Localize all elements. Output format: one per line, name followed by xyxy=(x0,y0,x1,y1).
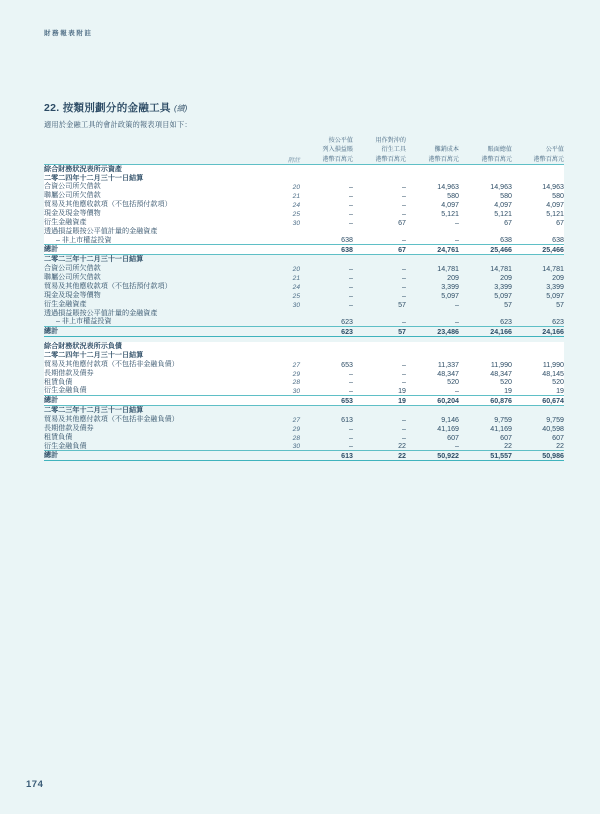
row-note: 25 xyxy=(267,209,300,218)
section-heading-pad xyxy=(353,164,406,173)
period-pad xyxy=(353,406,406,415)
section-heading-pad xyxy=(353,342,406,351)
period-row xyxy=(44,255,564,264)
row-label: 聯屬公司所欠借款 xyxy=(44,191,267,200)
table-row xyxy=(44,442,564,451)
total-note xyxy=(267,245,300,255)
row-value-4 xyxy=(459,227,512,236)
row-value-3: 5,097 xyxy=(441,291,459,300)
row-value-4: 19 xyxy=(459,386,512,395)
row-value-5: 3,399 xyxy=(546,282,564,291)
row-value-5: 5,097 xyxy=(546,291,564,300)
row-value-2: – xyxy=(402,318,406,327)
row-value-2: – xyxy=(353,209,406,218)
row-label: 合資公司所欠借款 xyxy=(44,182,267,191)
table-row xyxy=(44,200,564,209)
section-heading-pad xyxy=(512,342,564,351)
row-value-1: – xyxy=(300,191,353,200)
total-value-4: 25,466 xyxy=(459,245,512,255)
row-value-3: 607 xyxy=(447,433,459,442)
total-value-4: 24,166 xyxy=(459,327,512,337)
row-value-4: 67 xyxy=(459,218,512,227)
table-row xyxy=(44,264,564,273)
row-value-5: 22 xyxy=(556,442,564,451)
row-value-3: 48,347 xyxy=(406,369,459,378)
row-label: 長期借款及債券 xyxy=(44,369,267,378)
period-pad xyxy=(406,406,459,415)
total-value-2: 57 xyxy=(353,327,406,337)
total-label: 總計 xyxy=(44,396,267,406)
row-value-2: – xyxy=(353,191,406,200)
row-value-5: 19 xyxy=(512,386,564,395)
section-title xyxy=(44,100,187,115)
row-note: 25 xyxy=(292,292,300,300)
total-value-3: 50,922 xyxy=(406,451,459,461)
total-value-3: 23,486 xyxy=(406,327,459,337)
total-label: 總計 xyxy=(44,451,267,461)
total-value-1: 638 xyxy=(300,245,353,255)
row-value-2: – xyxy=(402,433,406,442)
table-row xyxy=(44,369,564,378)
row-value-1: – xyxy=(349,282,353,291)
row-note: 30 xyxy=(292,301,300,309)
row-note xyxy=(267,236,300,245)
header-fair-value xyxy=(512,136,564,164)
period-label: 二零二三年十二月三十一日結算 xyxy=(44,255,144,264)
running-head: 財務報表附註 xyxy=(44,30,93,37)
table-row xyxy=(44,236,564,245)
total-row xyxy=(44,396,564,406)
row-value-5: 638 xyxy=(512,236,564,245)
header-hedging-l1: 用作對沖的 xyxy=(375,137,406,144)
row-value-4: 57 xyxy=(504,300,512,309)
section-heading-pad xyxy=(406,164,459,173)
row-value-1: – xyxy=(349,442,353,451)
row-value-3: 580 xyxy=(406,191,459,200)
row-value-5 xyxy=(512,309,564,318)
row-value-4: 638 xyxy=(459,236,512,245)
row-label: 衍生金融資產 xyxy=(44,218,267,227)
row-value-2: – xyxy=(353,369,406,378)
row-value-4: 5,121 xyxy=(459,209,512,218)
row-value-4: 3,399 xyxy=(494,282,512,291)
header-fvtpl-l2: 列入損益賬 xyxy=(322,146,353,154)
row-label: – 非上市權益投資 xyxy=(56,317,112,326)
row-value-5: 580 xyxy=(512,191,564,200)
row-value-5: 607 xyxy=(552,433,564,442)
row-value-3: – xyxy=(406,218,459,227)
row-value-1: – xyxy=(300,209,353,218)
table-row xyxy=(44,317,564,326)
row-value-3 xyxy=(406,309,459,318)
section-title-continued: (續) xyxy=(173,104,188,113)
row-value-1: – xyxy=(300,182,353,191)
section-heading-row xyxy=(44,164,564,173)
row-value-4: 14,963 xyxy=(459,182,512,191)
period-pad xyxy=(512,255,564,264)
section-subtitle: 適用於金融工具的會計政策的報表項目如下： xyxy=(44,120,192,129)
table-row xyxy=(44,378,564,387)
total-value-1: 623 xyxy=(300,327,353,337)
table-row xyxy=(44,227,564,236)
row-value-5: 520 xyxy=(512,378,564,387)
total-value-5: 25,466 xyxy=(512,245,564,255)
row-value-4: 580 xyxy=(459,191,512,200)
row-value-4: 209 xyxy=(500,273,512,282)
row-value-1: – xyxy=(349,424,353,433)
row-value-4: 5,097 xyxy=(494,291,512,300)
row-value-4: 14,781 xyxy=(490,265,512,274)
table-row xyxy=(44,309,564,318)
header-note: 附註 xyxy=(267,136,300,164)
row-label: – 非上市權益投資 xyxy=(44,236,267,245)
table-row xyxy=(44,415,564,424)
row-value-3: 14,781 xyxy=(437,265,459,274)
row-value-5: 9,759 xyxy=(546,415,564,424)
total-value-2: 19 xyxy=(353,396,406,406)
row-label: 貿易及其他應付款項（不包括非金融負債） xyxy=(44,414,179,423)
row-value-1: – xyxy=(349,300,353,309)
header-fvtpl-l1: 按公平值 xyxy=(328,137,353,144)
period-row xyxy=(44,406,564,415)
row-label: 合資公司所欠借款 xyxy=(44,264,101,273)
row-value-2: – xyxy=(402,273,406,282)
row-value-1: 638 xyxy=(300,236,353,245)
row-value-3: 209 xyxy=(447,273,459,282)
table-row xyxy=(44,182,564,191)
row-value-3: – xyxy=(406,386,459,395)
row-value-1: – xyxy=(349,273,353,282)
row-value-3: – xyxy=(406,236,459,245)
header-hedging-derivatives xyxy=(353,136,406,164)
row-value-2: 19 xyxy=(353,386,406,395)
row-note: 29 xyxy=(292,425,300,433)
total-value-5: 60,674 xyxy=(512,396,564,406)
section-heading-pad xyxy=(300,342,353,351)
row-note: 30 xyxy=(267,386,300,395)
total-label: 總計 xyxy=(44,245,267,255)
row-value-3: – xyxy=(455,300,459,309)
period-pad xyxy=(406,351,459,360)
row-value-5: 14,963 xyxy=(512,182,564,191)
row-note: 21 xyxy=(292,274,300,282)
row-value-1: 623 xyxy=(341,318,353,327)
total-value-2: 67 xyxy=(353,245,406,255)
page-number: 174 xyxy=(26,779,44,790)
period-pad xyxy=(406,255,459,264)
total-note xyxy=(267,327,300,337)
row-value-5: 14,781 xyxy=(542,265,564,274)
row-value-5: 623 xyxy=(552,318,564,327)
row-value-1: – xyxy=(300,369,353,378)
section-heading-pad xyxy=(406,342,459,351)
row-value-1: – xyxy=(349,265,353,274)
row-value-2: – xyxy=(402,415,406,424)
row-value-2: – xyxy=(402,282,406,291)
header-carrying-l2: 港幣百萬元 xyxy=(481,155,512,163)
row-value-2 xyxy=(353,227,406,236)
row-label: 長期借款及債券 xyxy=(44,423,94,432)
row-value-2: – xyxy=(353,360,406,369)
row-note xyxy=(267,309,300,318)
total-value-4: 60,876 xyxy=(459,396,512,406)
section-heading-row xyxy=(44,342,564,351)
row-value-5: 57 xyxy=(556,300,564,309)
total-row xyxy=(44,327,564,337)
row-value-1: – xyxy=(300,386,353,395)
row-value-2: 57 xyxy=(398,300,406,309)
header-amortised-cost xyxy=(406,136,459,164)
period-pad xyxy=(459,351,512,360)
row-value-3 xyxy=(406,227,459,236)
period-label: 二零二四年十二月三十一日結算 xyxy=(44,351,300,360)
section-heading: 綜合財務狀況表所示資產 xyxy=(44,164,300,173)
row-note: 30 xyxy=(267,218,300,227)
row-label: 現金及現金等價物 xyxy=(44,290,101,299)
row-value-3: 4,097 xyxy=(406,200,459,209)
table-header xyxy=(44,136,564,164)
total-value-3: 60,204 xyxy=(406,396,459,406)
period-pad xyxy=(300,351,353,360)
row-value-4: 4,097 xyxy=(459,200,512,209)
row-value-4: 22 xyxy=(504,442,512,451)
row-note: 29 xyxy=(267,369,300,378)
period-label: 二零二三年十二月三十一日結算 xyxy=(44,406,144,415)
row-value-5: 11,990 xyxy=(512,360,564,369)
row-value-1 xyxy=(300,309,353,318)
row-value-2 xyxy=(353,309,406,318)
row-value-2: 67 xyxy=(353,218,406,227)
row-value-1: – xyxy=(349,291,353,300)
table-row xyxy=(44,273,564,282)
row-value-3: 41,169 xyxy=(437,424,459,433)
row-value-5: 5,121 xyxy=(512,209,564,218)
row-value-5: 67 xyxy=(512,218,564,227)
period-pad xyxy=(406,174,459,183)
header-fvtpl xyxy=(300,136,353,164)
row-value-3: 11,337 xyxy=(406,360,459,369)
row-value-2: – xyxy=(402,424,406,433)
row-value-4: 48,347 xyxy=(459,369,512,378)
row-value-4: 11,990 xyxy=(459,360,512,369)
total-value-1: 613 xyxy=(300,451,353,461)
row-value-4: 623 xyxy=(500,318,512,327)
row-note: 21 xyxy=(267,191,300,200)
period-pad xyxy=(300,406,353,415)
total-row xyxy=(44,245,564,255)
row-value-2: – xyxy=(353,182,406,191)
period-row xyxy=(44,351,564,360)
section-heading: 綜合財務狀況表所示負債 xyxy=(44,342,300,351)
row-note: 28 xyxy=(267,378,300,387)
period-pad xyxy=(300,174,353,183)
table-row xyxy=(44,300,564,309)
table-row xyxy=(44,386,564,395)
total-value-2: 22 xyxy=(353,451,406,461)
row-value-1: – xyxy=(300,218,353,227)
row-value-5: 40,598 xyxy=(542,424,564,433)
period-pad xyxy=(300,255,353,264)
period-pad xyxy=(512,351,564,360)
header-carrying-amount xyxy=(459,136,512,164)
row-value-2: – xyxy=(402,265,406,274)
row-value-1 xyxy=(300,227,353,236)
row-value-2: – xyxy=(353,236,406,245)
total-value-1: 653 xyxy=(300,396,353,406)
row-value-4: 520 xyxy=(459,378,512,387)
row-value-4: 41,169 xyxy=(490,424,512,433)
table-header-row xyxy=(44,136,564,164)
row-label: 衍生金融資產 xyxy=(44,299,87,308)
row-label: 貿易及其他應收款項（不包括預付款項） xyxy=(44,281,172,290)
row-note xyxy=(267,317,300,326)
period-label: 二零二四年十二月三十一日結算 xyxy=(44,174,300,183)
row-value-2: – xyxy=(353,378,406,387)
period-pad xyxy=(459,406,512,415)
row-label: 透過損益賬按公平值計量的金融資產 xyxy=(44,227,267,236)
section-heading-pad xyxy=(459,342,512,351)
row-label: 租賃負債 xyxy=(44,432,73,441)
row-value-5: 209 xyxy=(552,273,564,282)
header-carrying-l1: 賬面總值 xyxy=(487,146,512,154)
row-value-3: 5,121 xyxy=(406,209,459,218)
row-value-3: – xyxy=(455,318,459,327)
section-heading-pad xyxy=(459,164,512,173)
period-pad xyxy=(353,255,406,264)
section-title-text: 22. 按類別劃分的金融工具 xyxy=(44,102,171,114)
row-value-1: 613 xyxy=(341,415,353,424)
row-value-5: 48,145 xyxy=(512,369,564,378)
row-label: 貿易及其他應付款項（不包括非金融負債） xyxy=(44,360,267,369)
header-blank xyxy=(44,136,267,164)
period-pad xyxy=(459,255,512,264)
row-value-2: – xyxy=(353,200,406,209)
period-pad xyxy=(512,174,564,183)
total-row xyxy=(44,451,564,461)
total-value-4: 51,557 xyxy=(459,451,512,461)
total-value-3: 24,761 xyxy=(406,245,459,255)
table-row xyxy=(44,218,564,227)
row-value-4: 607 xyxy=(500,433,512,442)
total-label: 總計 xyxy=(44,327,267,337)
table-row xyxy=(44,360,564,369)
period-row xyxy=(44,174,564,183)
row-value-2: – xyxy=(402,291,406,300)
row-note: 27 xyxy=(267,360,300,369)
period-pad xyxy=(353,174,406,183)
header-amortised-l1: 攤銷成本 xyxy=(434,146,459,154)
row-value-1: – xyxy=(300,200,353,209)
header-fairvalue-l2: 港幣百萬元 xyxy=(533,155,564,163)
row-note: 24 xyxy=(267,200,300,209)
row-value-1: 653 xyxy=(300,360,353,369)
section-heading-pad xyxy=(300,164,353,173)
header-amortised-l2: 港幣百萬元 xyxy=(428,155,459,163)
table-row xyxy=(44,291,564,300)
header-hedging-l3: 港幣百萬元 xyxy=(375,155,406,163)
row-value-2: 22 xyxy=(398,442,406,451)
period-pad xyxy=(459,174,512,183)
row-label: 衍生金融負債 xyxy=(44,441,87,450)
row-value-4 xyxy=(459,309,512,318)
row-label: 聯屬公司所欠借款 xyxy=(44,273,101,282)
row-label: 衍生金融負債 xyxy=(44,386,267,395)
row-note: 27 xyxy=(292,416,300,424)
period-pad xyxy=(353,351,406,360)
table-row xyxy=(44,209,564,218)
total-value-5: 24,166 xyxy=(512,327,564,337)
row-label: 租賃負債 xyxy=(44,378,267,387)
row-value-1: – xyxy=(349,433,353,442)
row-value-3: – xyxy=(455,442,459,451)
header-fvtpl-l3: 港幣百萬元 xyxy=(322,155,353,163)
row-value-1: – xyxy=(300,378,353,387)
period-pad xyxy=(512,406,564,415)
row-note: 20 xyxy=(267,182,300,191)
total-note xyxy=(267,396,300,406)
total-value-5: 50,986 xyxy=(512,451,564,461)
row-value-5 xyxy=(512,227,564,236)
total-note xyxy=(267,451,300,461)
financial-instruments-table-wrapper xyxy=(44,136,564,461)
row-value-5: 4,097 xyxy=(512,200,564,209)
header-fairvalue-l1: 公平值 xyxy=(545,146,564,154)
header-hedging-l2: 衍生工具 xyxy=(381,146,406,154)
row-label: 現金及現金等價物 xyxy=(44,209,267,218)
row-label: 貿易及其他應收款項（不包括預付款項） xyxy=(44,200,267,209)
row-value-3: 3,399 xyxy=(441,282,459,291)
financial-instruments-table xyxy=(44,136,564,461)
row-label: 透過損益賬按公平值計量的金融資產 xyxy=(44,308,158,317)
table-row xyxy=(44,191,564,200)
row-value-3: 9,146 xyxy=(441,415,459,424)
row-note xyxy=(267,227,300,236)
row-value-3: 14,963 xyxy=(406,182,459,191)
table-row xyxy=(44,433,564,442)
table-row xyxy=(44,424,564,433)
row-note: 30 xyxy=(292,443,300,451)
row-note: 24 xyxy=(292,283,300,291)
table-row xyxy=(44,282,564,291)
section-heading-pad xyxy=(512,164,564,173)
row-note: 28 xyxy=(292,434,300,442)
row-value-4: 9,759 xyxy=(494,415,512,424)
row-note: 20 xyxy=(292,266,300,274)
row-value-3: 520 xyxy=(406,378,459,387)
table-body xyxy=(44,164,564,461)
